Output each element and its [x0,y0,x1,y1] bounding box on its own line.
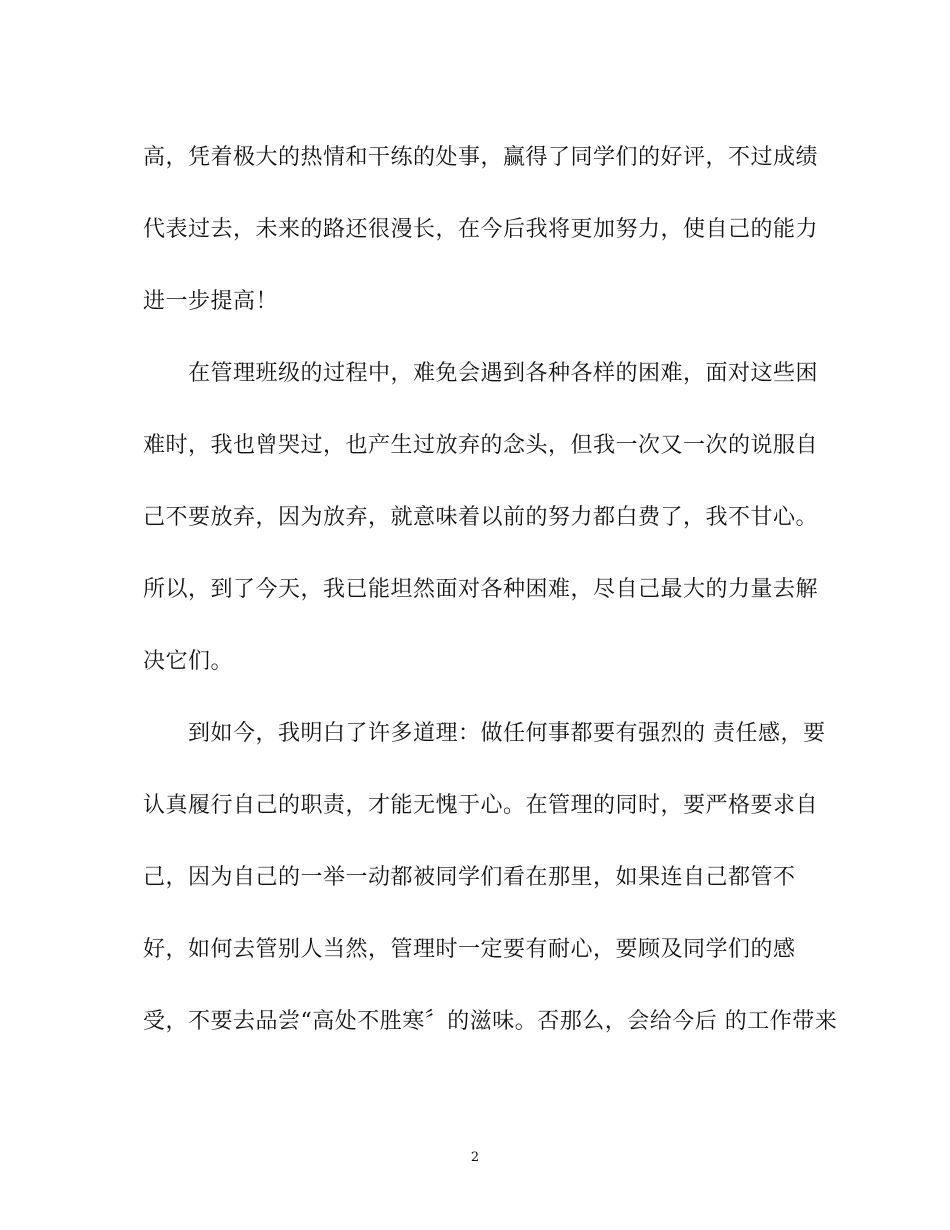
text-line-6: 己不要放弃，因为放弃，就意味着以前的努力都白费了，我不甘心。 [143,505,819,530]
text-line-8: 决它们。 [143,649,234,674]
text-line-11: 己，因为自己的一举一动都被同学们看在那里，如果连自己都管不 [143,865,796,890]
page-number: 2 [470,1150,480,1165]
text-line-4: 在管理班级的过程中，难免会遇到各种各样的困难，面对这些困 [143,361,819,386]
text-line-9: 到如今，我明白了许多道理：做任何事都要有强烈的 责任感，要 [143,721,826,746]
text-line-13: 受，不要去品尝“高处不胜寒〞的滋味。否那么，会给今后 的工作带来 [143,1009,838,1034]
text-line-2: 代表过去，未来的路还很漫长，在今后我将更加努力，使自己的能力 [143,217,819,242]
text-line-10: 认真履行自己的职责，才能无愧于心。在管理的同时，要严格要求自 [143,793,819,818]
text-line-7: 所以，到了今天，我已能坦然面对各种困难，尽自己最大的力量去解 [143,577,819,602]
text-line-5: 难时，我也曾哭过，也产生过放弃的念头，但我一次又一次的说服自 [143,433,819,458]
text-line-12: 好，如何去管别人当然，管理时一定要有耐心，要顾及同学们的感 [143,937,796,962]
text-line-1: 高，凭着极大的热情和干练的处事，赢得了同学们的好评，不过成绩 [143,145,819,170]
text-line-3: 进一步提高！ [143,289,279,314]
